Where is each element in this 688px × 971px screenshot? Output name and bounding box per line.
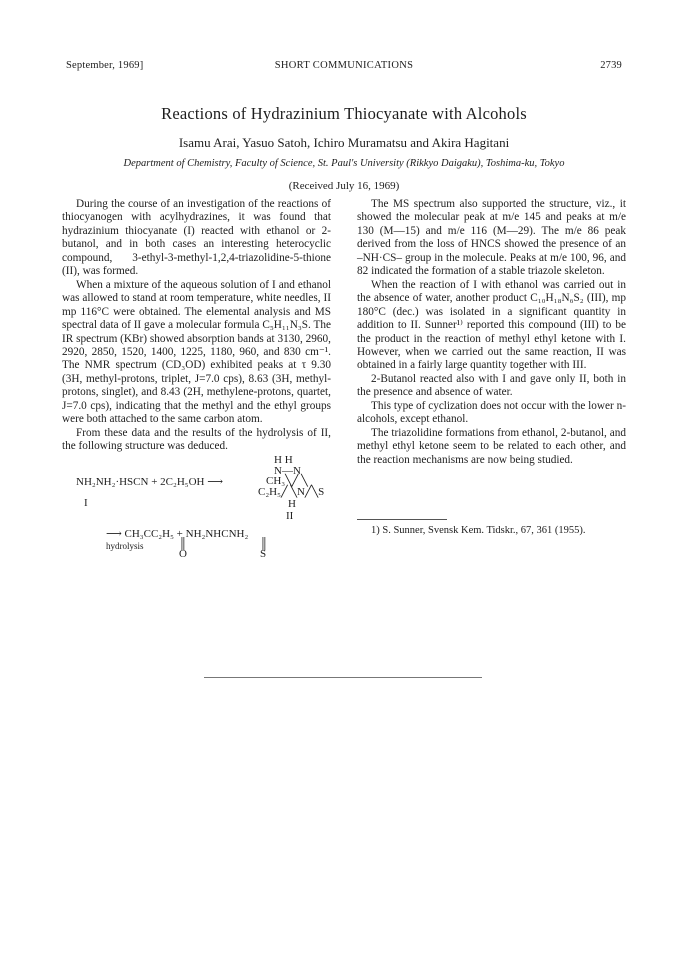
- paragraph: From these data and the results of the hydrolysis of II, the following structure was deduced.: [62, 426, 331, 453]
- scheme-label-i: I: [84, 496, 88, 509]
- scheme-hydrolysis-products: ⟶ CH₃CC₂H₅ + NH₂NHCNH₂: [106, 527, 249, 540]
- scheme-ch3: CH₃╲╱ ╲: [266, 474, 308, 487]
- scheme-label-ii: II: [286, 509, 294, 522]
- paragraph: This type of cyclization does not occur with the lower n-alcohols, except ethanol.: [357, 399, 626, 426]
- scheme-double-bond-o: ║: [179, 537, 187, 550]
- scheme-hydrolysis-label: hydrolysis: [106, 540, 144, 551]
- scheme-s-atom: S: [260, 547, 267, 560]
- scheme-hh: H H: [274, 453, 293, 466]
- paragraph: When a mixture of the aqueous solution of I and ethanol was allowed to stand at room temperature, white needles, II mp 116°C were obtained. The elemental analysis and MS spectral data of II gave a molecular formula C₅H₁₁N₃S. The IR spectrum (KBr) showed absorption bands at 3130, 2960, 2920, 2850, 1520, 1400, 1225, 1180, 960, and 830 cm⁻¹. The NMR spectrum (CD₃OD) exhibited peaks at τ 9.30 (3H, methyl-protons, triplet, J=7.0 cps), 8.63 (3H, methyl-protons, singlet), and 8.43 (2H, methylene-protons, quartet, J=7.0 cps), indicating that the methyl and the ethyl groups were both attached to the same carbon atom.: [62, 278, 331, 426]
- scheme-nn: N—N: [274, 464, 301, 477]
- article-title: Reactions of Hydrazinium Thiocyanate with Alcohols: [161, 104, 527, 123]
- received-date: (Received July 16, 1969): [288, 180, 400, 192]
- page-number: 2739: [600, 60, 622, 71]
- running-header-section: SHORT COMMUNICATIONS: [274, 60, 414, 71]
- paragraph: During the course of an investigation of the reactions of thiocyanogen with acylhydrazines, it was found that hydrazinium thiocyanate (I) reacted with ethanol or 2-butanol, and in both cases an interesting heterocyclic compound, 3-ethyl-3-methyl-1,2,4-triazolidine-5-thione (II), was formed.: [62, 198, 331, 278]
- reaction-scheme: [62, 454, 331, 570]
- footnote-divider: [357, 519, 447, 520]
- author-list: Isamu Arai, Yasuo Satoh, Ichiro Muramatsu and Akira Hagitani: [178, 135, 510, 150]
- footnote: 1) S. Sunner, Svensk Kem. Tidskr., 67, 361 (1955).: [371, 525, 586, 537]
- paragraph: When the reaction of I with ethanol was carried out in the absence of water, another product C₁₀H₁₈N₆S₂ (III), mp 180°C (dec.) was isolated in a significant quantity in addition to II. Sunner¹⁾ reported this compound (III) to be the product in the reaction of methyl ethyl ketone with I. However, when we carried out the same reaction, II was obtained in a fairly large quantity together with III.: [357, 278, 626, 372]
- scheme-c2h5: C₂H₅╱ ╲N╱╲S: [258, 485, 325, 498]
- end-rule: [204, 677, 482, 678]
- running-header-date: September, 1969]: [66, 60, 144, 71]
- paragraph: The MS spectrum also supported the structure, viz., it showed the molecular peak at m/e 145 and peaks at m/e 130 (M—15) and m/e 116 (M—29). The m/e 86 peak derived from the loss of HNCS showed the presence of an –NH·CS– group in the molecule. Peaks at m/e 100, 96, and 82 indicated the formation of a stable triazole skeleton.: [357, 198, 626, 278]
- scheme-o-atom: O: [179, 547, 187, 560]
- left-column: [62, 198, 331, 570]
- scheme-reactants: NH₂NH₂·HSCN + 2C₂H₅OH ⟶: [76, 475, 224, 488]
- affiliation: Department of Chemistry, Faculty of Science, St. Paul's University (Rikkyo Daigaku), Toshima-ku, Tokyo: [123, 158, 565, 169]
- paragraph: The triazolidine formations from ethanol, 2-butanol, and methyl ethyl ketone seem to be related to each other, and the reaction mechanisms are now being studied.: [357, 426, 626, 466]
- scheme-double-bond-s: ║: [260, 537, 268, 550]
- right-column: [357, 198, 626, 537]
- paragraph: 2-Butanol reacted also with I and gave only II, both in the presence and absence of water.: [357, 372, 626, 399]
- scheme-h-bottom: H: [288, 497, 296, 510]
